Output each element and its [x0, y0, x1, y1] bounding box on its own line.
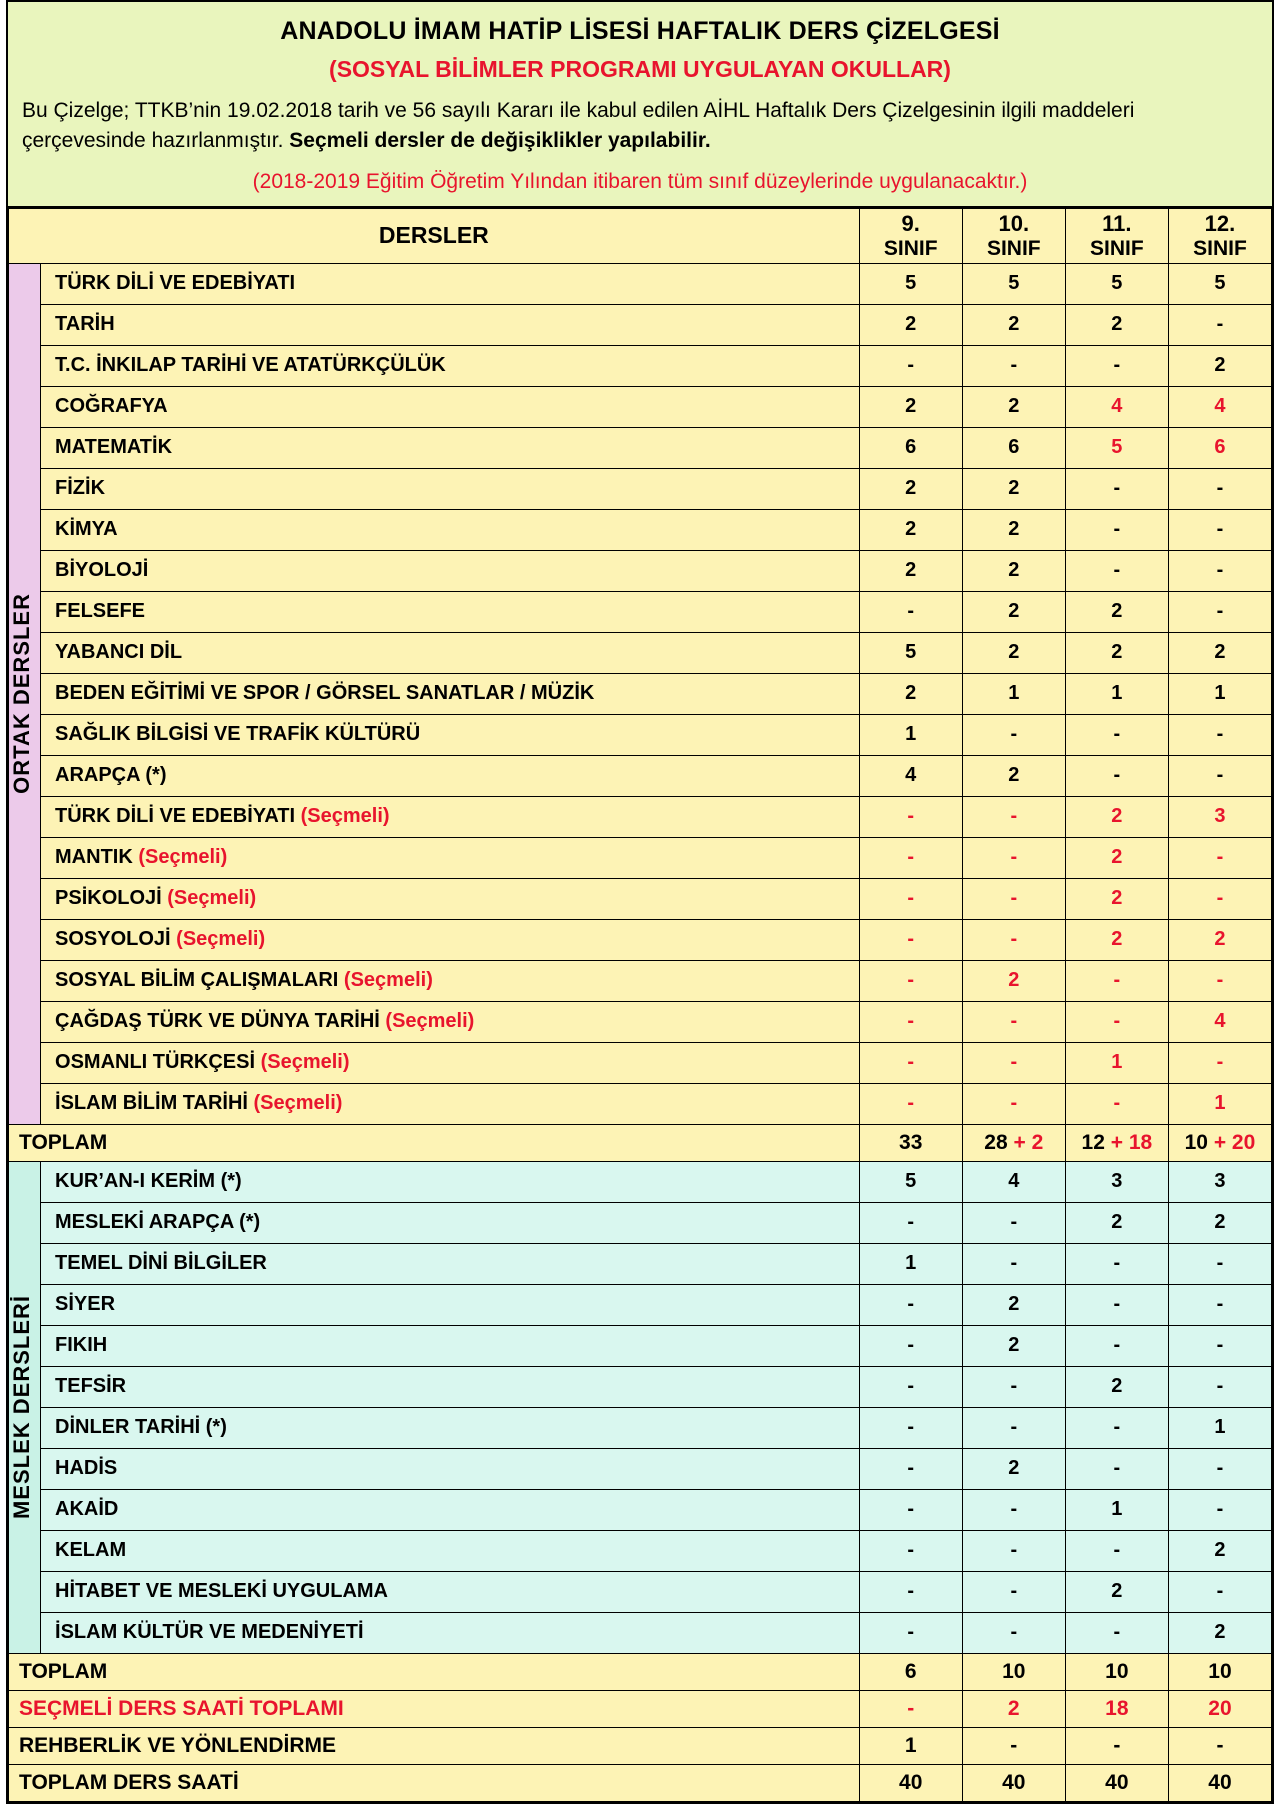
lesson-hours-cell: -: [859, 1042, 962, 1083]
lesson-hours-cell: 5: [1065, 427, 1168, 468]
lesson-hours-cell: -: [859, 1001, 962, 1042]
elective-tag: (Seçmeli): [176, 928, 266, 951]
lesson-hours-cell: -: [859, 919, 962, 960]
lesson-hours-cell: 2: [1065, 837, 1168, 878]
lesson-hours-cell: -: [1168, 755, 1271, 796]
lesson-hours-cell: -: [859, 1325, 962, 1366]
table-row: [9, 1042, 1272, 1083]
lesson-hours-cell: 2: [859, 509, 962, 550]
table-row: [9, 837, 1272, 878]
lesson-name-cell: KELAM: [41, 1530, 860, 1571]
lesson-hours-cell: -: [962, 796, 1065, 837]
lesson-hours-cell: -: [1168, 878, 1271, 919]
lesson-name-cell: TÜRK DİLİ VE EDEBİYATI: [41, 263, 860, 304]
summary-label: TOPLAM DERS SAATİ: [9, 1764, 860, 1801]
lesson-name-cell: FELSEFE: [41, 591, 860, 632]
lesson-hours-cell: -: [1065, 1243, 1168, 1284]
lesson-hours-cell: 1: [1065, 1489, 1168, 1530]
lesson-hours-cell: 2: [1168, 632, 1271, 673]
lesson-hours-cell: 4: [1168, 386, 1271, 427]
lesson-name-cell: OSMANLI TÜRKÇESİ (Seçmeli): [41, 1042, 860, 1083]
lesson-hours-cell: -: [962, 1571, 1065, 1612]
lesson-hours-cell: -: [1065, 755, 1168, 796]
lesson-hours-cell: -: [1065, 1530, 1168, 1571]
lesson-hours-cell: 2: [1065, 1571, 1168, 1612]
lesson-hours-cell: 6: [1168, 427, 1271, 468]
lesson-hours-cell: -: [1065, 960, 1168, 1001]
lesson-hours-cell: 2: [962, 386, 1065, 427]
lesson-hours-cell: -: [859, 1284, 962, 1325]
lesson-hours-cell: -: [859, 591, 962, 632]
lesson-hours-cell: 2: [962, 550, 1065, 591]
lesson-hours-cell: -: [859, 1407, 962, 1448]
lesson-name-cell: MESLEKİ ARAPÇA (*): [41, 1202, 860, 1243]
summary-row: [9, 1690, 1272, 1727]
table-row: [9, 673, 1272, 714]
lesson-hours-cell: -: [962, 878, 1065, 919]
lesson-hours-cell: 5: [962, 263, 1065, 304]
lesson-hours-cell: 4: [1065, 386, 1168, 427]
summary-value: 40: [1065, 1764, 1168, 1801]
ders-cizelgesi-sheet: [6, 0, 1274, 1804]
lesson-hours-cell: -: [859, 345, 962, 386]
lesson-hours-cell: -: [1168, 1325, 1271, 1366]
lesson-hours-cell: -: [859, 878, 962, 919]
summary-value: 18: [1065, 1690, 1168, 1727]
summary-value: -: [1168, 1727, 1271, 1764]
lesson-hours-cell: -: [1168, 1284, 1271, 1325]
section-total-value: 10: [1168, 1653, 1271, 1690]
lesson-name-cell: T.C. İNKILAP TARİHİ VE ATATÜRKÇÜLÜK: [41, 345, 860, 386]
lesson-hours-cell: -: [1168, 591, 1271, 632]
lesson-hours-cell: -: [1168, 1489, 1271, 1530]
lesson-hours-cell: 1: [962, 673, 1065, 714]
lesson-hours-cell: 2: [962, 632, 1065, 673]
section-label-meslek-dersleri: MESLEK DERSLERİ: [9, 1161, 41, 1653]
lesson-hours-cell: -: [962, 1042, 1065, 1083]
lesson-hours-cell: -: [859, 1530, 962, 1571]
table-row: [9, 1202, 1272, 1243]
section-total-value: 10 + 20: [1168, 1124, 1271, 1161]
lesson-hours-cell: 5: [859, 263, 962, 304]
table-header-row: [9, 208, 1272, 263]
lesson-hours-cell: -: [859, 1366, 962, 1407]
lesson-hours-cell: -: [859, 837, 962, 878]
summary-label: REHBERLİK VE YÖNLENDİRME: [9, 1727, 860, 1764]
lesson-hours-cell: -: [1065, 1001, 1168, 1042]
lesson-hours-cell: -: [1168, 509, 1271, 550]
elective-tag: (Seçmeli): [300, 805, 390, 828]
lesson-hours-cell: 3: [1168, 1161, 1271, 1202]
table-row: [9, 1325, 1272, 1366]
lesson-hours-cell: 2: [962, 1325, 1065, 1366]
lesson-hours-cell: -: [962, 1530, 1065, 1571]
section-total-value: 10: [962, 1653, 1065, 1690]
lesson-hours-cell: -: [859, 960, 962, 1001]
lesson-name-cell: İSLAM BİLİM TARİHİ (Seçmeli): [41, 1083, 860, 1124]
table-row: [9, 878, 1272, 919]
lesson-hours-cell: 6: [859, 427, 962, 468]
table-row: [9, 1612, 1272, 1653]
lesson-name-cell: DİNLER TARİHİ (*): [41, 1407, 860, 1448]
elective-tag: (Seçmeli): [138, 846, 228, 869]
summary-value: 20: [1168, 1690, 1271, 1727]
lesson-hours-cell: 1: [1065, 1042, 1168, 1083]
lesson-hours-cell: -: [1065, 1325, 1168, 1366]
lesson-hours-cell: -: [962, 1407, 1065, 1448]
lesson-name-cell: SAĞLIK BİLGİSİ VE TRAFİK KÜLTÜRÜ: [41, 714, 860, 755]
lesson-hours-cell: -: [859, 1489, 962, 1530]
lesson-hours-cell: 3: [1065, 1161, 1168, 1202]
lesson-hours-cell: -: [962, 1612, 1065, 1653]
lesson-hours-cell: -: [962, 345, 1065, 386]
lesson-hours-cell: 5: [1065, 263, 1168, 304]
lesson-hours-cell: 2: [1065, 1366, 1168, 1407]
lesson-name-cell: COĞRAFYA: [41, 386, 860, 427]
lesson-hours-cell: 1: [1168, 1083, 1271, 1124]
summary-label: SEÇMELİ DERS SAATİ TOPLAMI: [9, 1690, 860, 1727]
table-row: [9, 386, 1272, 427]
lesson-hours-cell: -: [1168, 1448, 1271, 1489]
program-subtitle: (SOSYAL BİLİMLER PROGRAMI UYGULAYAN OKULLAR): [329, 56, 951, 82]
table-row: [9, 1366, 1272, 1407]
table-row: [9, 1001, 1272, 1042]
lesson-name-cell: YABANCI DİL: [41, 632, 860, 673]
table-row: [9, 1489, 1272, 1530]
table-row: [9, 263, 1272, 304]
lesson-hours-cell: 2: [1065, 632, 1168, 673]
effective-date-note: (2018-2019 Eğitim Öğretim Yılından itibaren tüm sınıf düzeylerinde uygulanacaktır.): [252, 170, 1028, 194]
lesson-hours-cell: -: [962, 919, 1065, 960]
lesson-hours-cell: 2: [1168, 1530, 1271, 1571]
summary-value: -: [1065, 1727, 1168, 1764]
lesson-hours-cell: -: [1065, 550, 1168, 591]
lesson-hours-cell: 6: [962, 427, 1065, 468]
lesson-name-cell: PSİKOLOJİ (Seçmeli): [41, 878, 860, 919]
lesson-hours-cell: 2: [1065, 304, 1168, 345]
lesson-hours-cell: -: [962, 1083, 1065, 1124]
table-row: [9, 632, 1272, 673]
lesson-name-cell: SİYER: [41, 1284, 860, 1325]
lesson-hours-cell: 2: [962, 591, 1065, 632]
lesson-hours-cell: 4: [1168, 1001, 1271, 1042]
lesson-hours-cell: -: [962, 1243, 1065, 1284]
section-total-value: 12 + 18: [1065, 1124, 1168, 1161]
lesson-name-cell: SOSYAL BİLİM ÇALIŞMALARI (Seçmeli): [41, 960, 860, 1001]
lesson-hours-cell: 2: [962, 755, 1065, 796]
section-total-value: 33: [859, 1124, 962, 1161]
lesson-hours-cell: 2: [1168, 1202, 1271, 1243]
page-title: ANADOLU İMAM HATİP LİSESİ HAFTALIK DERS ÇİZELGESİ: [280, 17, 1000, 45]
lesson-hours-cell: 2: [859, 386, 962, 427]
lesson-hours-cell: 2: [859, 673, 962, 714]
summary-value: 2: [962, 1690, 1065, 1727]
lesson-hours-cell: 5: [859, 632, 962, 673]
lesson-name-cell: MATEMATİK: [41, 427, 860, 468]
lesson-hours-cell: -: [859, 1612, 962, 1653]
table-row: [9, 345, 1272, 386]
lesson-name-cell: ÇAĞDAŞ TÜRK VE DÜNYA TARİHİ (Seçmeli): [41, 1001, 860, 1042]
lesson-hours-cell: -: [1065, 1083, 1168, 1124]
lesson-hours-cell: 2: [962, 304, 1065, 345]
lesson-hours-cell: 2: [1168, 919, 1271, 960]
lesson-hours-cell: -: [962, 1202, 1065, 1243]
lesson-hours-cell: 2: [1065, 919, 1168, 960]
elective-tag: (Seçmeli): [260, 1051, 350, 1074]
table-row: [9, 427, 1272, 468]
table-row: [9, 1530, 1272, 1571]
lesson-hours-cell: -: [859, 1571, 962, 1612]
table-row: [9, 468, 1272, 509]
lesson-name-cell: İSLAM KÜLTÜR VE MEDENİYETİ: [41, 1612, 860, 1653]
lesson-hours-cell: -: [1168, 1243, 1271, 1284]
description-bold-text: Seçmeli dersler de değişiklikler yapılabilir.: [289, 129, 711, 153]
lesson-name-cell: SOSYOLOJİ (Seçmeli): [41, 919, 860, 960]
lesson-hours-cell: 2: [1065, 591, 1168, 632]
table-row: [9, 919, 1272, 960]
elective-tag: (Seçmeli): [343, 969, 433, 992]
lesson-hours-cell: -: [1168, 550, 1271, 591]
summary-row: [9, 1764, 1272, 1801]
section-total-label: TOPLAM: [9, 1653, 860, 1690]
weekly-lesson-table: [8, 208, 1272, 1802]
section-total-label: TOPLAM: [9, 1124, 860, 1161]
lesson-name-cell: FİZİK: [41, 468, 860, 509]
elective-tag: (Seçmeli): [385, 1010, 475, 1033]
table-row: [9, 755, 1272, 796]
lesson-hours-cell: -: [1065, 1284, 1168, 1325]
lesson-name-cell: TEFSİR: [41, 1366, 860, 1407]
document-header: [8, 2, 1272, 208]
lesson-name-cell: BEDEN EĞİTİMİ VE SPOR / GÖRSEL SANATLAR / MÜZİK: [41, 673, 860, 714]
lesson-hours-cell: 2: [962, 468, 1065, 509]
lesson-hours-cell: -: [1065, 468, 1168, 509]
column-header-grade-9: 9. SINIF: [859, 208, 962, 263]
lesson-hours-cell: 2: [1065, 878, 1168, 919]
lesson-hours-cell: 2: [962, 1284, 1065, 1325]
lesson-hours-cell: -: [962, 837, 1065, 878]
table-row: [9, 591, 1272, 632]
lesson-name-cell: KUR’AN-I KERİM (*): [41, 1161, 860, 1202]
lesson-hours-cell: -: [1168, 714, 1271, 755]
lesson-hours-cell: 5: [1168, 263, 1271, 304]
lesson-hours-cell: 2: [1168, 345, 1271, 386]
lesson-hours-cell: 1: [859, 714, 962, 755]
lesson-hours-cell: 1: [859, 1243, 962, 1284]
elective-tag: (Seçmeli): [253, 1092, 343, 1115]
elective-tag: (Seçmeli): [167, 887, 257, 910]
table-row: [9, 1083, 1272, 1124]
lesson-hours-cell: 2: [1168, 1612, 1271, 1653]
lesson-hours-cell: 4: [962, 1161, 1065, 1202]
lesson-name-cell: MANTIK (Seçmeli): [41, 837, 860, 878]
table-row: [9, 550, 1272, 591]
table-row: [9, 1571, 1272, 1612]
section-total-row: [9, 1124, 1272, 1161]
lesson-hours-cell: -: [1168, 1366, 1271, 1407]
lesson-hours-cell: -: [1065, 1448, 1168, 1489]
lesson-hours-cell: -: [962, 1489, 1065, 1530]
lesson-hours-cell: 2: [1065, 796, 1168, 837]
lesson-name-cell: ARAPÇA (*): [41, 755, 860, 796]
column-header-grade-11: 11. SINIF: [1065, 208, 1168, 263]
lesson-hours-cell: -: [962, 1366, 1065, 1407]
lesson-hours-cell: -: [859, 796, 962, 837]
summary-value: -: [859, 1690, 962, 1727]
table-row: [9, 304, 1272, 345]
lesson-hours-cell: -: [962, 1001, 1065, 1042]
lesson-hours-cell: -: [1065, 714, 1168, 755]
table-row: [9, 1243, 1272, 1284]
lesson-hours-cell: -: [1065, 509, 1168, 550]
table-row: [9, 1448, 1272, 1489]
lesson-hours-cell: 1: [1168, 1407, 1271, 1448]
lesson-name-cell: HİTABET VE MESLEKİ UYGULAMA: [41, 1571, 860, 1612]
description-text: Bu Çizelge; TTKB’nin 19.02.2018 tarih ve 56 sayılı Kararı ile kabul edilen AİHL Haftalık Ders Çizelgesinin ilgili maddeleri çerçevesinde hazırlanmıştır.: [22, 98, 1135, 153]
column-header-grade-12: 12. SINIF: [1168, 208, 1271, 263]
lesson-hours-cell: 5: [859, 1161, 962, 1202]
summary-value: 40: [859, 1764, 962, 1801]
lesson-hours-cell: 1: [1168, 673, 1271, 714]
table-row: [9, 1407, 1272, 1448]
lesson-name-cell: KİMYA: [41, 509, 860, 550]
description-paragraph: [22, 96, 1258, 157]
lesson-hours-cell: 2: [962, 509, 1065, 550]
lesson-hours-cell: 2: [859, 550, 962, 591]
lesson-hours-cell: -: [1168, 1571, 1271, 1612]
column-header-grade-10: 10. SINIF: [962, 208, 1065, 263]
lesson-hours-cell: -: [1168, 304, 1271, 345]
lesson-hours-cell: 2: [962, 1448, 1065, 1489]
lesson-hours-cell: 1: [1065, 673, 1168, 714]
table-row: [9, 714, 1272, 755]
summary-value: 1: [859, 1727, 962, 1764]
lesson-hours-cell: 4: [859, 755, 962, 796]
table-row: [9, 960, 1272, 1001]
table-row: [9, 1161, 1272, 1202]
section-total-value: 10: [1065, 1653, 1168, 1690]
lesson-hours-cell: -: [1065, 345, 1168, 386]
lesson-name-cell: AKAİD: [41, 1489, 860, 1530]
summary-row: [9, 1727, 1272, 1764]
section-total-row: [9, 1653, 1272, 1690]
lesson-hours-cell: -: [1065, 1612, 1168, 1653]
table-row: [9, 509, 1272, 550]
lesson-name-cell: TÜRK DİLİ VE EDEBİYATI (Seçmeli): [41, 796, 860, 837]
lesson-name-cell: TEMEL DİNİ BİLGİLER: [41, 1243, 860, 1284]
table-row: [9, 796, 1272, 837]
lesson-hours-cell: 2: [962, 960, 1065, 1001]
lesson-hours-cell: -: [1065, 1407, 1168, 1448]
lesson-hours-cell: -: [859, 1083, 962, 1124]
lesson-hours-cell: -: [1168, 468, 1271, 509]
lesson-name-cell: HADİS: [41, 1448, 860, 1489]
lesson-name-cell: BİYOLOJİ: [41, 550, 860, 591]
lesson-hours-cell: 2: [1065, 1202, 1168, 1243]
lesson-name-cell: TARİH: [41, 304, 860, 345]
lesson-name-cell: FIKIH: [41, 1325, 860, 1366]
lesson-hours-cell: 2: [859, 468, 962, 509]
section-label-ortak-dersler: ORTAK DERSLER: [9, 263, 41, 1124]
lesson-hours-cell: -: [1168, 837, 1271, 878]
summary-value: -: [962, 1727, 1065, 1764]
lesson-hours-cell: -: [962, 714, 1065, 755]
section-total-value: 28 + 2: [962, 1124, 1065, 1161]
lesson-hours-cell: 2: [859, 304, 962, 345]
lesson-hours-cell: -: [1168, 1042, 1271, 1083]
section-total-value: 6: [859, 1653, 962, 1690]
summary-value: 40: [1168, 1764, 1271, 1801]
lesson-hours-cell: -: [859, 1448, 962, 1489]
lesson-hours-cell: 3: [1168, 796, 1271, 837]
summary-value: 40: [962, 1764, 1065, 1801]
lesson-hours-cell: -: [1168, 960, 1271, 1001]
lesson-hours-cell: -: [859, 1202, 962, 1243]
column-header-dersler: DERSLER: [9, 208, 860, 263]
table-row: [9, 1284, 1272, 1325]
